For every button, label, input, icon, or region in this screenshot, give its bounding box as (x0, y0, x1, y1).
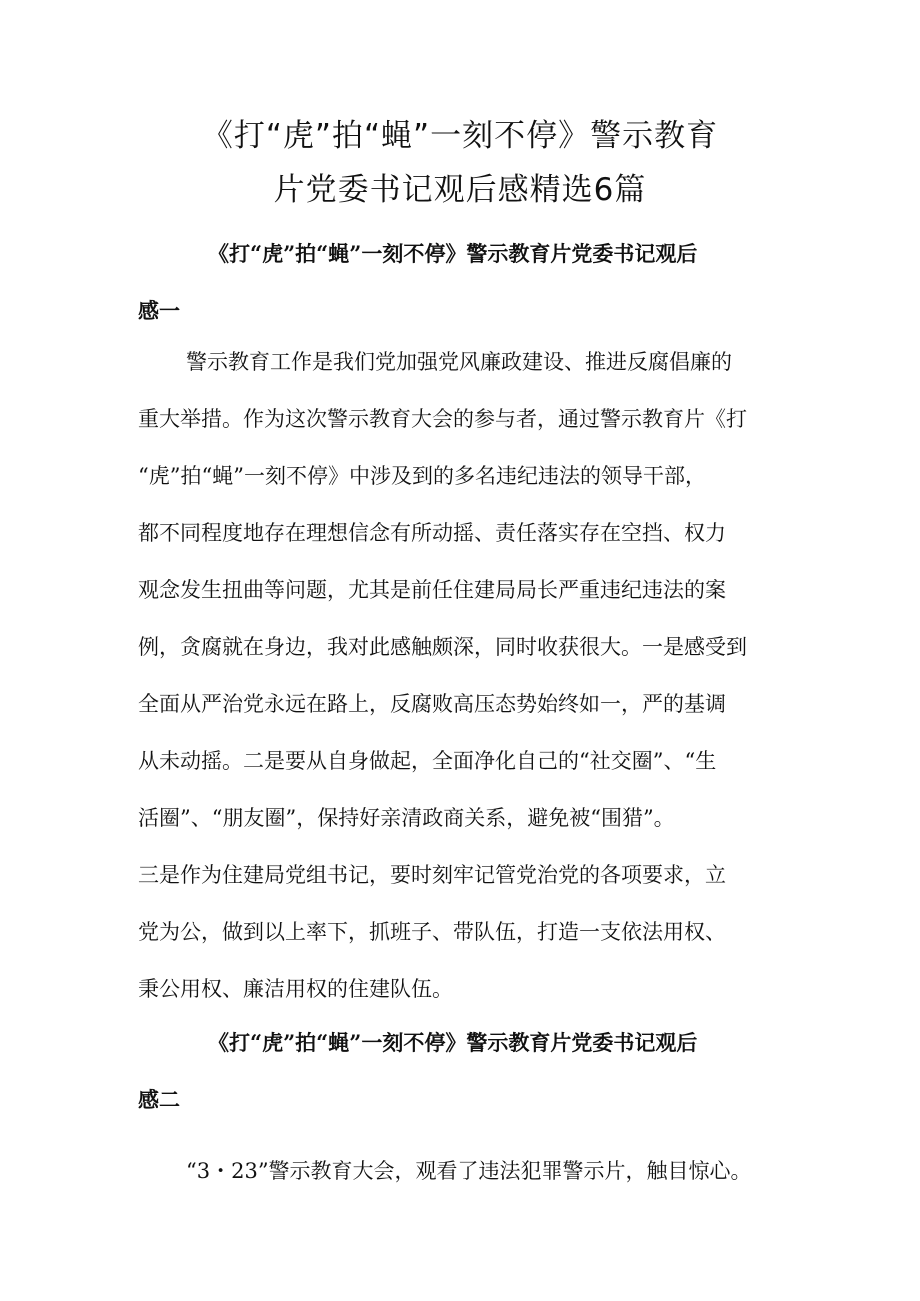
section-2-paragraph (138, 1143, 798, 1200)
paragraph-line: 党为公，做到以上率下，抓班子、带队伍，打造一支依法用权、 (138, 920, 726, 944)
paragraph-line: 重大举措。作为这次警示教育大会的参与者，通过警示教育片《打 (138, 407, 747, 431)
paragraph-line: 例，贪腐就在身边，我对此感触颇深，同时收获很大。一是感受到 (138, 635, 747, 659)
paragraph-line: 秉公用权、廉洁用权的住建队伍。 (138, 977, 453, 1001)
paragraph-line: 观念发生扭曲等问题，尤其是前任住建局局长严重违纪违法的案 (138, 578, 726, 602)
paragraph-line: 活圈”、“朋友圈”，保持好亲清政商关系，避免被“围猎”。 (138, 806, 675, 830)
paragraph-line: 从未动摇。二是要从自身做起，全面净化自己的“社交圈”、“生 (138, 749, 717, 773)
paragraph-line: 三是作为住建局党组书记，要时刻牢记管党治党的各项要求，立 (138, 863, 726, 887)
paragraph-line: 全面从严治党永远在路上，反腐败高压态势始终如一，严的基调 (138, 692, 726, 716)
paragraph-line: “3・23”警示教育大会，观看了违法犯罪警示片，触目惊心。 (186, 1159, 752, 1183)
document-title-line-1: 《打“虎”拍“蝇”一刻不停》警示教育 (201, 118, 719, 154)
section-heading-1 (138, 225, 798, 339)
section-heading-1-line-1: 《打“虎”拍“蝇”一刻不停》警示教育片党委书记观后 (208, 241, 698, 266)
document-title-line-2: 片党委书记观后感精选6篇 (273, 172, 647, 208)
section-heading-1-line-2: 感一 (138, 298, 180, 323)
section-heading-2-line-1: 《打“虎”拍“蝇”一刻不停》警示教育片党委书记观后 (208, 1030, 698, 1055)
paragraph-line: 都不同程度地存在理想信念有所动摇、责任落实存在空挡、权力 (138, 521, 726, 545)
section-1-paragraph (138, 334, 798, 1018)
section-heading-2 (138, 1014, 798, 1128)
paragraph-line: “虎”拍“蝇”一刻不停》中涉及到的多名违纪违法的领导干部， (138, 464, 706, 488)
section-heading-2-line-2: 感二 (138, 1087, 180, 1112)
paragraph-line: 警示教育工作是我们党加强党风廉政建设、推进反腐倡廉的 (186, 350, 732, 374)
